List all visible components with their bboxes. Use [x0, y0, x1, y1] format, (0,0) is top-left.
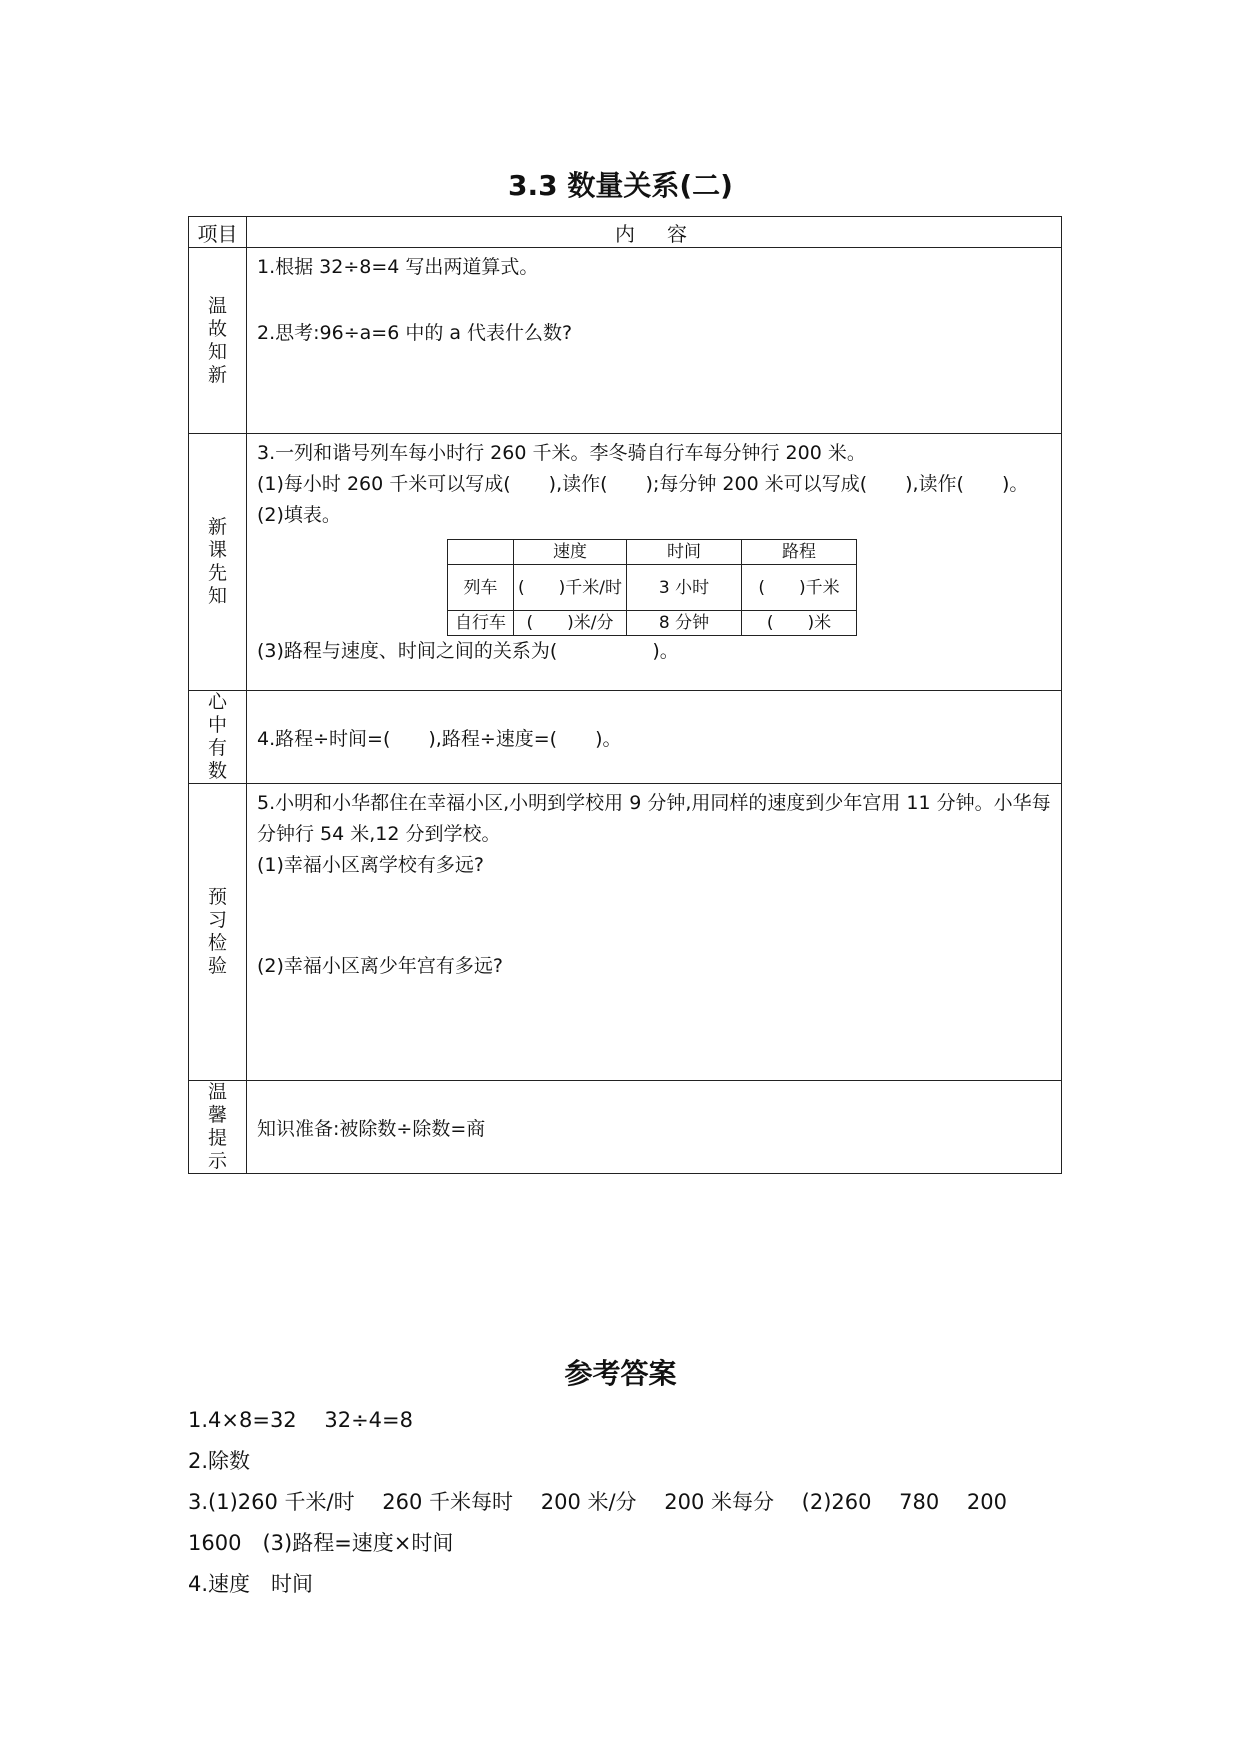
- header-item: 项目: [189, 217, 247, 248]
- fill-table-cell: 自行车: [448, 611, 514, 636]
- row-label-preview: 新课先知: [207, 516, 227, 607]
- fill-table-cell: 8 分钟: [627, 611, 742, 636]
- answer-line: 2.除数: [188, 1449, 251, 1473]
- question-5-part-1: (1)幸福小区离学校有多远?: [257, 854, 484, 876]
- fill-table-cell: ( )千米: [742, 565, 857, 611]
- table-row: [189, 784, 1062, 1081]
- fill-in-table: [447, 539, 857, 636]
- tip-text: 知识准备:被除数÷除数=商: [257, 1117, 486, 1140]
- question-3-part-1: (1)每小时 260 千米可以写成( ),读作( );每分钟 200 米可以写成( ),读作( )。: [257, 473, 1029, 495]
- fill-table-cell: 列车: [448, 565, 514, 611]
- question-5: 5.小明和小华都住在幸福小区,小明到学校用 9 分钟,用同样的速度到少年宫用 11 分钟。小华每分钟行 54 米,12 分到学校。: [257, 792, 1051, 845]
- table-row: [189, 434, 1062, 691]
- fill-table-header: 速度: [514, 540, 627, 565]
- answers-list: [188, 1400, 1068, 1605]
- worksheet-table: [188, 216, 1062, 1174]
- fill-table-cell: ( )米: [742, 611, 857, 636]
- answer-line: 4.速度 时间: [188, 1572, 314, 1596]
- answer-line: 3.(1)260 千米/时 260 千米每时 200 米/分 200 米每分 (2)260 780 200: [188, 1490, 1008, 1514]
- answers-title: 参考答案: [564, 1357, 677, 1390]
- question-5-part-2: (2)幸福小区离少年宫有多远?: [257, 955, 503, 977]
- fill-table-cell: ( )米/分: [514, 611, 627, 636]
- fill-table-cell: ( )千米/时: [514, 565, 627, 611]
- row-label-review: 温故知新: [207, 294, 227, 386]
- fill-table-header: 时间: [627, 540, 742, 565]
- table-row: [189, 1081, 1062, 1174]
- question-3-part-3: (3)路程与速度、时间之间的关系为( )。: [257, 640, 679, 662]
- table-row: [189, 691, 1062, 784]
- table-row: [189, 248, 1062, 434]
- question-1: 1.根据 32÷8=4 写出两道算式。: [257, 256, 539, 278]
- answer-line: 1600 (3)路程=速度×时间: [188, 1531, 454, 1555]
- fill-table-header: [448, 540, 514, 565]
- row-label-summary: 心中有数: [207, 691, 227, 782]
- page-title: 3.3 数量关系(二): [508, 169, 733, 202]
- question-3-part-2: (2)填表。: [257, 504, 341, 526]
- fill-table-header: 路程: [742, 540, 857, 565]
- row-label-tip: 温馨提示: [207, 1081, 227, 1172]
- row-label-check: 预习检验: [207, 886, 227, 977]
- answer-line: 1.4×8=32 32÷4=8: [188, 1408, 413, 1432]
- fill-table-cell: 3 小时: [627, 565, 742, 611]
- question-4: 4.路程÷时间=( ),路程÷速度=( )。: [257, 727, 622, 750]
- question-2: 2.思考:96÷a=6 中的 a 代表什么数?: [257, 322, 573, 344]
- header-content: 内 容: [247, 217, 1062, 248]
- question-3: 3.一列和谐号列车每小时行 260 千米。李冬骑自行车每分钟行 200 米。: [257, 442, 866, 464]
- table-header-row: [189, 217, 1062, 248]
